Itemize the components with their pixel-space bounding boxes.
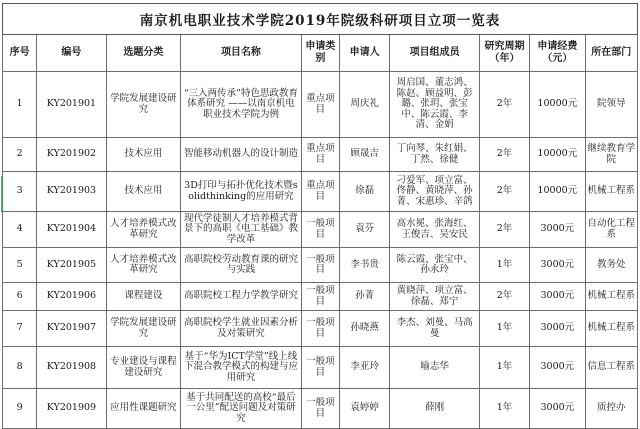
cell-funding: 3000元 xyxy=(530,248,585,283)
cell-funding: 3000元 xyxy=(530,389,585,429)
cell-code: KY201909 xyxy=(37,389,106,429)
cell-index: 9 xyxy=(3,389,37,429)
cell-department: 机械工程系 xyxy=(585,311,638,347)
table-title: 南京机电职业技术学院2019年院级科研项目立项一览表 xyxy=(3,4,638,35)
cell-type: 一般项目 xyxy=(301,248,339,283)
cell-index: 3 xyxy=(3,172,37,212)
column-header-code: 编号 xyxy=(37,35,106,72)
column-header-members: 项目组成员 xyxy=(390,35,480,72)
column-header-name: 项目名称 xyxy=(181,35,302,72)
cell-funding: 3000元 xyxy=(530,311,585,347)
cell-period: 2年 xyxy=(479,283,529,311)
cell-funding: 10000元 xyxy=(530,172,585,212)
cell-index: 8 xyxy=(3,347,37,389)
cell-code: KY201902 xyxy=(37,138,106,172)
cell-category: 技术应用 xyxy=(106,138,180,172)
cell-code: KY201903 xyxy=(37,172,106,212)
cell-index: 4 xyxy=(3,212,37,248)
cell-members: 刁爱军、项立富、佟静、黄晓萍、孙菁、宋惠珍、辛鸽 xyxy=(390,172,480,212)
left-edge-artifact xyxy=(1,176,3,212)
column-header-period: 研究周期（年） xyxy=(479,35,529,72)
cell-applicant: 孙晓燕 xyxy=(340,311,390,347)
cell-funding: 10000元 xyxy=(530,72,585,138)
cell-category: 人才培养模式改革研究 xyxy=(106,248,180,283)
cell-department: 教务处 xyxy=(585,248,638,283)
cell-applicant: 袁芬 xyxy=(340,212,390,248)
cell-code: KY201905 xyxy=(37,248,106,283)
cell-funding: 3000元 xyxy=(530,347,585,389)
cell-applicant: 周庆礼 xyxy=(340,72,390,138)
cell-category: 课程建设 xyxy=(106,283,180,311)
cell-applicant: 李书贵 xyxy=(340,248,390,283)
cell-members: 高水冕、张海红、王俊吉、吴安民 xyxy=(390,212,480,248)
cell-members: 薛刚 xyxy=(390,389,480,429)
cell-department: 自动化工程系 xyxy=(585,212,638,248)
cell-funding: 3000元 xyxy=(530,283,585,311)
cell-members: 周启国、董志鸿、陈赵、顾益明、彭璐、张玥、张宝中、陈云霞、李清、金娟 xyxy=(390,72,480,138)
cell-applicant: 孙菁 xyxy=(340,283,390,311)
cell-type: 一般项目 xyxy=(301,311,339,347)
cell-type: 一般项目 xyxy=(301,389,339,429)
cell-type: 一般项目 xyxy=(301,347,339,389)
cell-index: 6 xyxy=(3,283,37,311)
cell-name: 基于共同配送的高校“最后一公里”配送问题及对策研究 xyxy=(181,389,302,429)
cell-funding: 3000元 xyxy=(530,212,585,248)
table-row xyxy=(3,389,638,429)
cell-code: KY201908 xyxy=(37,347,106,389)
cell-category: 学院发展建设研究 xyxy=(106,72,180,138)
cell-category: 专业建设与课程建设研究 xyxy=(106,347,180,389)
cell-name: 现代学徒制人才培养模式背景下的高职《电工基础》教学改革 xyxy=(181,212,302,248)
table-row xyxy=(3,283,638,311)
cell-category: 学院发展建设研究 xyxy=(106,311,180,347)
cell-type: 重点项目 xyxy=(301,138,339,172)
research-projects-table xyxy=(2,3,638,429)
cell-members: 丁向琴、朱红娟、丁然、徐健 xyxy=(390,138,480,172)
cell-department: 信息工程系 xyxy=(585,347,638,389)
cell-name: 智能移动机器人的设计制造 xyxy=(181,138,302,172)
table-row xyxy=(3,248,638,283)
column-header-applicant: 申请人 xyxy=(340,35,390,72)
cell-department: 机械工程系 xyxy=(585,283,638,311)
cell-name: 基于“华为ICT学堂”线上线下混合教学模式的构建与应用研究 xyxy=(181,347,302,389)
cell-code: KY201906 xyxy=(37,283,106,311)
cell-category: 人才培养模式改革研究 xyxy=(106,212,180,248)
cell-code: KY201904 xyxy=(37,212,106,248)
cell-name: 高职院校学生就业因素分析及对策研究 xyxy=(181,311,302,347)
cell-type: 一般项目 xyxy=(301,212,339,248)
table-row xyxy=(3,72,638,138)
column-header-index: 序号 xyxy=(3,35,37,72)
cell-type: 重点项目 xyxy=(301,72,339,138)
cell-department: 机械工程系 xyxy=(585,172,638,212)
cell-members: 黄晓萍、项立富、徐磊、郑宁 xyxy=(390,283,480,311)
cell-name: “三入两传承”特色思政教育体系研究 ——以南京机电职业技术学院为例 xyxy=(181,72,302,138)
cell-period: 2年 xyxy=(479,212,529,248)
cell-department: 质控办 xyxy=(585,389,638,429)
column-header-department: 所在部门 xyxy=(585,35,638,72)
table-row xyxy=(3,347,638,389)
cell-index: 5 xyxy=(3,248,37,283)
column-header-type: 申请类别 xyxy=(301,35,339,72)
cell-applicant: 李亚玲 xyxy=(340,347,390,389)
cell-applicant: 顾晟吉 xyxy=(340,138,390,172)
cell-index: 7 xyxy=(3,311,37,347)
cell-name: 高职院校工程力学教学研究 xyxy=(181,283,302,311)
cell-index: 1 xyxy=(3,72,37,138)
cell-index: 2 xyxy=(3,138,37,172)
cell-department: 继续教育学院 xyxy=(585,138,638,172)
cell-funding: 10000元 xyxy=(530,138,585,172)
cell-name: 高职院校劳动教育课的研究与实践 xyxy=(181,248,302,283)
cell-department: 院领导 xyxy=(585,72,638,138)
cell-applicant: 袁婷婷 xyxy=(340,389,390,429)
cell-applicant: 徐磊 xyxy=(340,172,390,212)
cell-period: 2年 xyxy=(479,172,529,212)
cell-type: 一般项目 xyxy=(301,283,339,311)
cell-category: 应用性课题研究 xyxy=(106,389,180,429)
table-row xyxy=(3,138,638,172)
cell-code: KY201901 xyxy=(37,72,106,138)
title-row xyxy=(3,4,638,35)
header-row xyxy=(3,35,638,72)
table-row xyxy=(3,311,638,347)
cell-members: 李杰、刘曼、马高曼 xyxy=(390,311,480,347)
cell-period: 1年 xyxy=(479,347,529,389)
cell-type: 重点项目 xyxy=(301,172,339,212)
cell-name: 3D打印与拓扑优化技术暨solidthinking的应用研究 xyxy=(181,172,302,212)
cell-period: 2年 xyxy=(479,72,529,138)
cell-period: 1年 xyxy=(479,389,529,429)
cell-members: 喻志华 xyxy=(390,347,480,389)
cell-period: 1年 xyxy=(479,311,529,347)
table-row xyxy=(3,212,638,248)
cell-category: 技术应用 xyxy=(106,172,180,212)
cell-code: KY201907 xyxy=(37,311,106,347)
cell-period: 1年 xyxy=(479,248,529,283)
column-header-category: 选题分类 xyxy=(106,35,180,72)
column-header-funding: 申请经费（元） xyxy=(530,35,585,72)
cell-members: 陈云霞、张宝中、孙永玲 xyxy=(390,248,480,283)
cell-period: 2年 xyxy=(479,138,529,172)
table-row xyxy=(3,172,638,212)
